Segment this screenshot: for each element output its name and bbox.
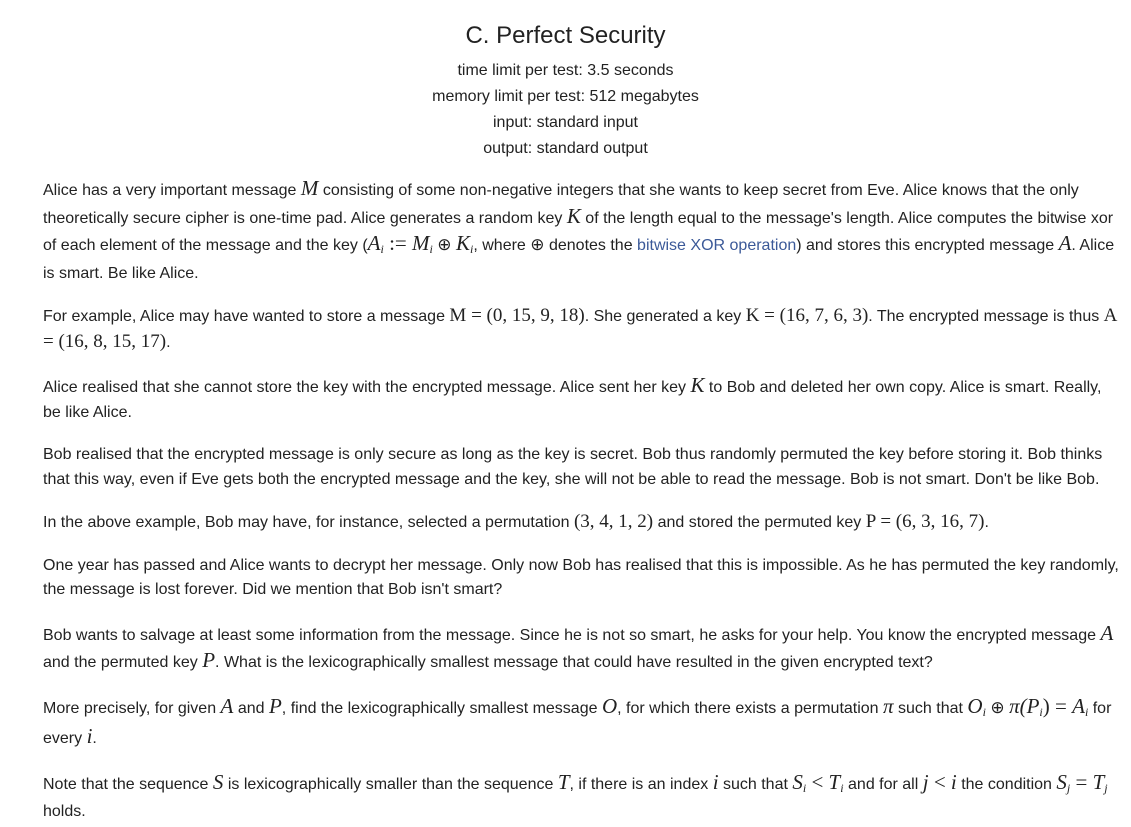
math-subscript: i bbox=[802, 780, 807, 795]
math-var: S bbox=[1056, 769, 1067, 794]
math-var: T bbox=[1092, 769, 1105, 794]
text: consisting of some non-negative integers that she wants to keep secret from Eve. Alice knows that the only theoretically secure cipher is one-time pad. Alice generates a random key bbox=[43, 182, 1079, 227]
math-var: i bbox=[950, 769, 957, 794]
text: the condition bbox=[956, 775, 1057, 793]
text: More precisely, for given bbox=[43, 699, 221, 717]
text: and bbox=[233, 699, 269, 717]
math-subscript: j bbox=[1104, 780, 1108, 795]
paragraph-2 bbox=[43, 304, 1119, 355]
text: holds. bbox=[43, 803, 86, 820]
math-var: K bbox=[566, 203, 581, 228]
xor-symbol: ⊕ bbox=[990, 697, 1005, 718]
math-subscript: i bbox=[1039, 704, 1043, 719]
math-var: π bbox=[883, 693, 894, 718]
math-var: π bbox=[1009, 693, 1020, 718]
problem-limits bbox=[0, 58, 1131, 162]
problem-statement bbox=[43, 176, 1119, 825]
text: . bbox=[166, 333, 171, 351]
math-op: = bbox=[1070, 769, 1093, 794]
math-var: P bbox=[268, 693, 282, 718]
math-op: := bbox=[383, 231, 412, 255]
xor-symbol: ⊕ bbox=[530, 235, 545, 255]
math-subscript: i bbox=[429, 242, 433, 256]
math-var: S bbox=[212, 769, 224, 794]
text: . She generated a key bbox=[584, 308, 746, 325]
math-subscript: j bbox=[1066, 780, 1071, 795]
paragraph-8 bbox=[43, 694, 1119, 752]
math-subscript: i bbox=[380, 242, 384, 256]
paragraph-5 bbox=[43, 510, 1119, 536]
math-var: M bbox=[300, 176, 319, 200]
text: Note that the sequence bbox=[43, 775, 213, 793]
text: to Bob and deleted her own copy. Alice is smart. Really, be like Alice. bbox=[43, 379, 1102, 421]
text: . bbox=[92, 730, 97, 747]
math-expression: K = (16, 7, 6, 3) bbox=[745, 305, 869, 326]
math-expression: P = (6, 3, 16, 7) bbox=[865, 511, 985, 532]
math-var: A bbox=[1100, 620, 1114, 645]
math-var: P bbox=[202, 648, 216, 672]
text: In the above example, Bob may have, for instance, selected a permutation bbox=[43, 514, 574, 531]
input-spec: input: standard input bbox=[493, 114, 638, 131]
text: for every bbox=[43, 699, 1112, 747]
paragraph-4: Bob realised that the encrypted message is only secure as long as the key is secret. Bob thus randomly permuted the key before storing it. Bob thinks that this way, even if Eve gets both the encrypted message and the key, she will not be able to read the message. Bob is not smart. Don't be like Bob. bbox=[43, 446, 1103, 488]
math-var: T bbox=[828, 769, 841, 794]
text: and the permuted key bbox=[43, 654, 203, 671]
math-var: A bbox=[1058, 231, 1072, 255]
text: such that bbox=[893, 699, 968, 717]
math-var: T bbox=[557, 769, 570, 794]
math-var: A bbox=[1072, 693, 1085, 718]
math-var: S bbox=[792, 769, 803, 794]
text: such that bbox=[718, 775, 793, 793]
math-var: i bbox=[712, 769, 719, 794]
paragraph-6: One year has passed and Alice wants to decrypt her message. Only now Bob has realised that this is impossible. As he has permuted the key randomly, the message is lost forever. Did we mention that Bob isn't smart? bbox=[43, 556, 1119, 598]
math-op: < bbox=[806, 769, 829, 794]
text: Bob wants to salvage at least some information from the message. Since he is not so smart, he asks for your help. You know the encrypted message bbox=[43, 626, 1101, 644]
math-var: A bbox=[367, 231, 381, 255]
xor-symbol: ⊕ bbox=[437, 235, 452, 255]
math-var: A bbox=[220, 693, 234, 718]
math-subscript: i bbox=[1084, 704, 1089, 719]
text: , for which there exists a permutation bbox=[617, 699, 884, 717]
memory-limit: memory limit per test: 512 megabytes bbox=[432, 88, 699, 105]
math-var: O bbox=[601, 693, 618, 718]
text: and stored the permuted key bbox=[653, 514, 866, 531]
text: . Alice is smart. Be like Alice. bbox=[43, 237, 1115, 282]
text: Alice has a very important message bbox=[43, 182, 301, 199]
text: denotes the bbox=[544, 237, 638, 254]
bitwise-xor-link[interactable]: bitwise XOR operation bbox=[637, 237, 797, 254]
text: For example, Alice may have wanted to store a message bbox=[43, 308, 450, 325]
text: , if there is an index bbox=[569, 775, 713, 793]
math-subscript: i bbox=[840, 780, 844, 795]
math-expression: A = (16, 8, 15, 17) bbox=[43, 305, 1117, 352]
problem-header bbox=[0, 0, 1131, 162]
math-op: ) bbox=[1042, 693, 1050, 718]
text: Alice realised that she cannot store the key with the encrypted message. Alice sent her key bbox=[43, 379, 691, 396]
math-var: j bbox=[922, 769, 929, 794]
text: and for all bbox=[843, 775, 923, 793]
problem-title: C. Perfect Security bbox=[465, 22, 666, 49]
time-limit: time limit per test: 3.5 seconds bbox=[457, 62, 674, 79]
text: , find the lexicographically smallest message bbox=[281, 699, 602, 717]
math-op: < bbox=[928, 769, 951, 794]
math-var: K bbox=[456, 231, 471, 255]
math-expression: (3, 4, 1, 2) bbox=[573, 511, 654, 532]
math-var: i bbox=[86, 724, 93, 748]
math-var: O bbox=[967, 693, 983, 718]
text: . bbox=[984, 514, 989, 531]
text: , where bbox=[473, 237, 531, 254]
math-subscript: i bbox=[470, 242, 474, 256]
math-subscript: i bbox=[982, 704, 986, 719]
math-var: (P bbox=[1019, 693, 1040, 718]
output-spec: output: standard output bbox=[483, 140, 648, 157]
math-expression: M = (0, 15, 9, 18) bbox=[449, 305, 585, 326]
paragraph-7 bbox=[43, 621, 1119, 676]
text: . The encrypted message is thus bbox=[868, 308, 1104, 325]
text: is lexicographically smaller than the sequence bbox=[223, 775, 558, 793]
paragraph-9 bbox=[43, 770, 1119, 825]
text: . What is the lexicographically smallest message that could have resulted in the given encrypted text? bbox=[215, 654, 933, 671]
paragraph-3 bbox=[43, 373, 1119, 425]
math-var: M bbox=[412, 231, 430, 255]
math-op: = bbox=[1049, 693, 1073, 718]
text: of the length equal to the message's length. Alice computes the bitwise xor of each element of the message and the key ( bbox=[43, 209, 1114, 254]
paragraph-1 bbox=[43, 176, 1119, 286]
math-var: K bbox=[690, 373, 705, 397]
text: ) and stores this encrypted message bbox=[796, 237, 1059, 254]
